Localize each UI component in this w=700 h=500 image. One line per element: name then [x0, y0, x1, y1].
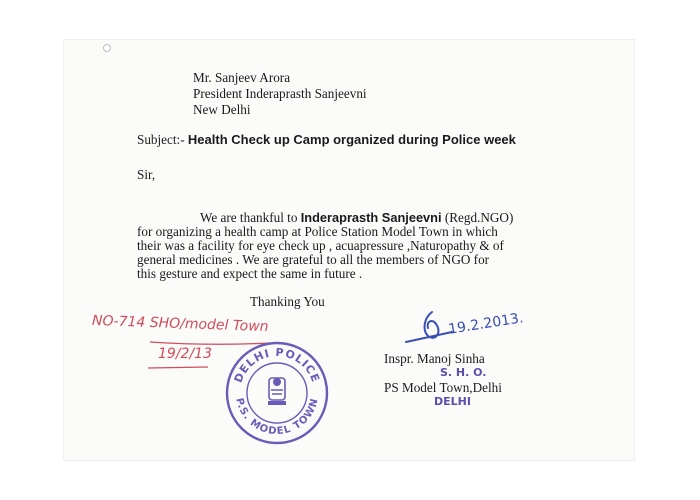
body-line: their was a facility for eye check up , acuapressure ,Naturopathy & of: [137, 238, 504, 253]
recipient-title: President Inderaprasth Sanjeevni: [193, 86, 367, 101]
subject-prefix: Subject:-: [137, 132, 185, 147]
body-org-name: Inderaprasth Sanjeevni: [300, 210, 442, 225]
body-line: general medicines . We are grateful to all the members of NGO for: [137, 252, 490, 267]
police-seal: [222, 338, 332, 448]
body-line: this gesture and expect the same in future .: [137, 266, 363, 281]
sho-stamp: S. H. O.: [440, 366, 487, 379]
body-lead: We are thankful to: [200, 210, 301, 225]
seal-text-top: DELHI POLICE: [231, 345, 323, 385]
body-line: for organizing a health camp at Police Station Model Town in which: [137, 224, 498, 239]
body-first-line: [200, 210, 513, 225]
signature-date: 19.2.2013.: [447, 310, 525, 338]
emblem-icon: [268, 378, 286, 405]
punch-hole-mark: [103, 44, 111, 52]
handwritten-date-underline: [148, 365, 218, 371]
subject-line: [137, 132, 516, 147]
seal-text-bottom: P.S. MODEL TOWN: [233, 396, 321, 438]
handwritten-date: 19/2/13: [158, 346, 212, 362]
handwritten-reference: NO-714 SHO/model Town: [91, 312, 269, 336]
recipient-city: New Delhi: [193, 102, 251, 117]
signatory-office: PS Model Town,Delhi: [384, 380, 502, 395]
recipient-name: Mr. Sanjeev Arora: [193, 70, 291, 85]
delhi-stamp: DELHI: [434, 395, 471, 408]
subject-text: Health Check up Camp organized during Police week: [187, 132, 516, 147]
signatory-name: Inspr. Manoj Sinha: [384, 351, 485, 366]
closing: Thanking You: [250, 294, 325, 309]
body-org-suffix: (Regd.NGO): [441, 210, 514, 225]
salutation: Sir,: [137, 167, 156, 182]
